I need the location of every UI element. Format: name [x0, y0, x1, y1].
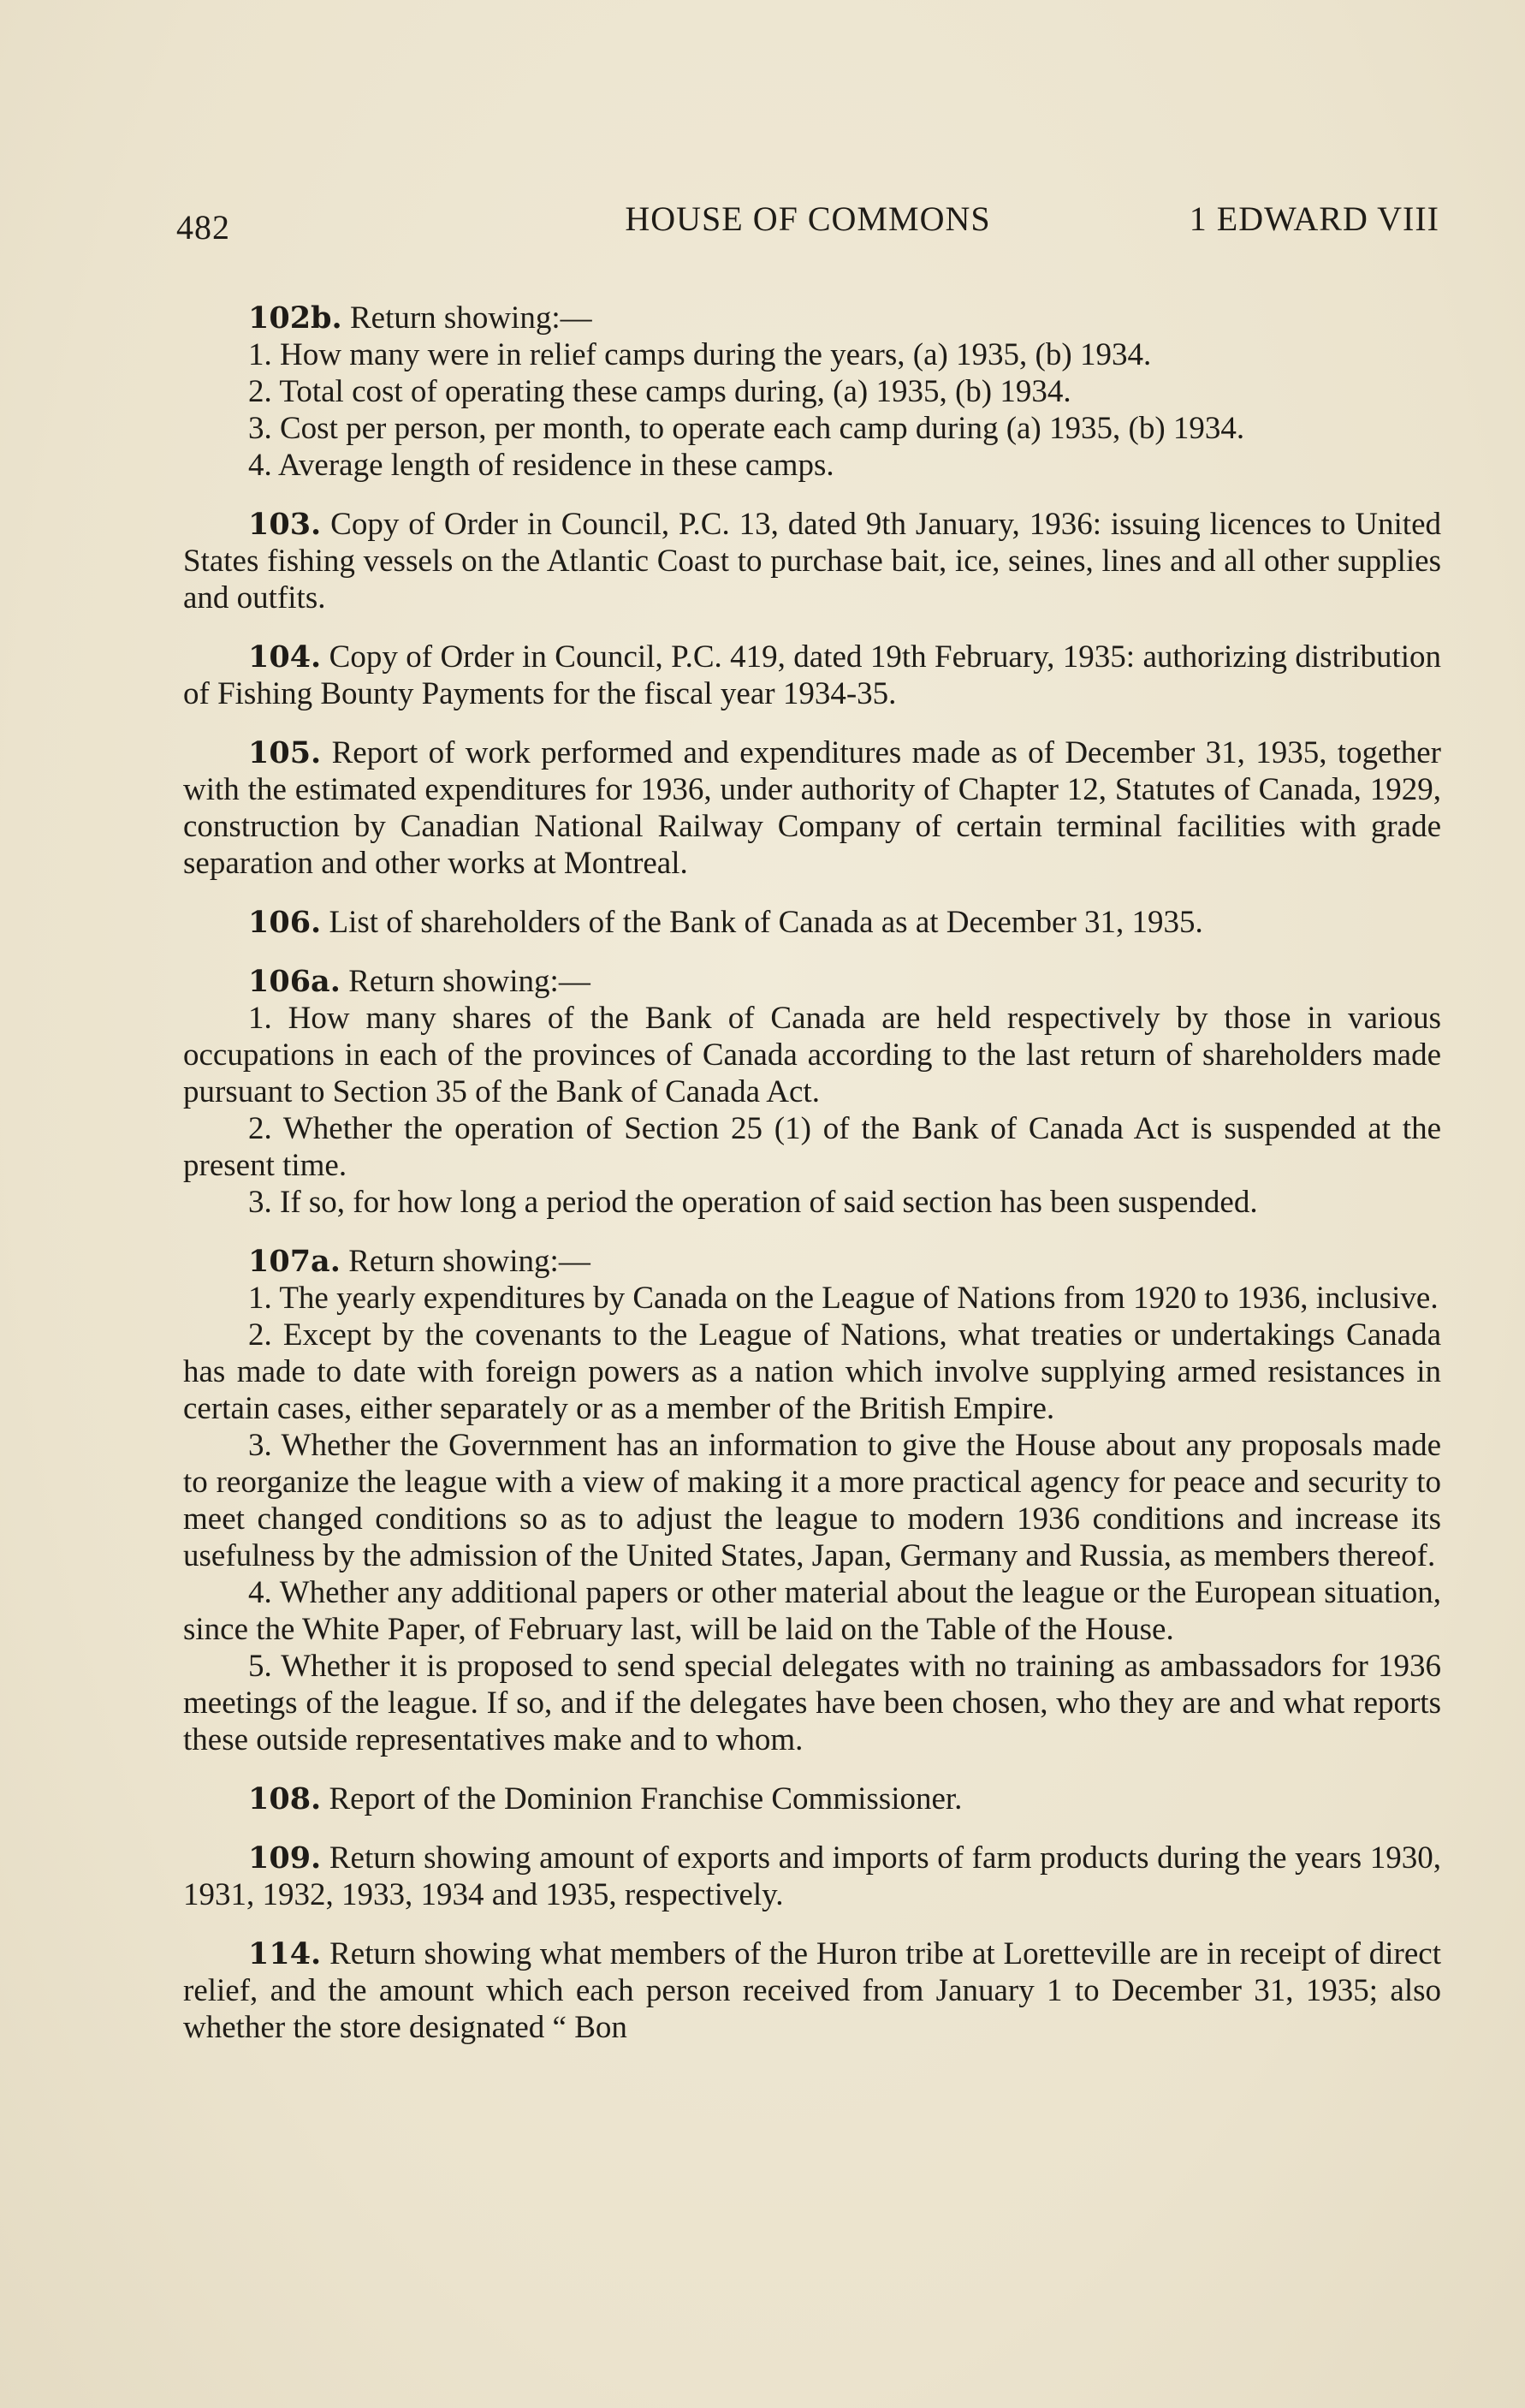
entry-item: 4. Average length of residence in these camps. [248, 448, 834, 483]
entry-number: 106a. [248, 964, 341, 999]
entry-105 [183, 734, 1441, 882]
entry-number: 102b. [248, 300, 342, 336]
page-header [176, 199, 1439, 250]
entry-number: 108. [248, 1781, 322, 1816]
page-title: HOUSE OF COMMONS [625, 199, 991, 238]
entry-text: List of shareholders of the Bank of Canada as at December 31, 1935. [329, 905, 1203, 940]
entry-text: Return showing:— [348, 1244, 590, 1279]
entry-text: Copy of Order in Council, P.C. 419, dated 19th February, 1935: authorizing distribution of Fishing Bounty Payments for the fiscal year 1934-35. [183, 639, 1442, 711]
entry-item: 5. Whether it is proposed to send special delegates with no training as ambassadors for 1936 meetings of the league. If so, and if the delegates have been chosen, who they are and what reports these outside representatives make and to whom. [183, 1649, 1441, 1757]
entry-103 [183, 506, 1441, 616]
page-number: 482 [176, 208, 230, 247]
entry-number: 109. [248, 1840, 322, 1876]
entry-number: 107a. [248, 1244, 341, 1279]
entry-item: 2. Total cost of operating these camps during, (a) 1935, (b) 1934. [248, 374, 1071, 409]
session-label: 1 EDWARD VIII [1189, 199, 1439, 238]
entry-item: 2. Whether the operation of Section 25 (1) of the Bank of Canada Act is suspended at the present time. [183, 1111, 1441, 1183]
entry-number: 103. [248, 507, 322, 542]
entry-item: 1. How many were in relief camps during the years, (a) 1935, (b) 1934. [248, 337, 1152, 372]
entry-number: 114. [248, 1936, 322, 1971]
entry-item: 3. If so, for how long a period the operation of said section has been suspended. [248, 1185, 1258, 1220]
entry-text: Return showing:— [348, 964, 590, 999]
entry-item: 1. How many shares of the Bank of Canada are held respectively by those in various occupations in each of the provinces of Canada according to the last return of shareholders made pursuant to Section 35 of the Bank of Canada Act. [183, 1001, 1441, 1109]
entry-text: Return showing:— [349, 300, 592, 336]
entry-text: Return showing amount of exports and imports of farm products during the years 1930, 1931, 1932, 1933, 1934 and 1935, respectively. [183, 1840, 1442, 1912]
entry-item: 2. Except by the covenants to the League of Nations, what treaties or undertakings Canada has made to date with foreign powers as a nation which involve supplying armed resistances in certain cases, either separately or as a member of the British Empire. [183, 1317, 1441, 1426]
entry-106 [183, 904, 1441, 941]
entries-list [183, 300, 1441, 2068]
entry-text: Copy of Order in Council, P.C. 13, dated 9th January, 1936: issuing licences to United States fishing vessels on the Atlantic Coast to purchase bait, ice, seines, lines and all other supplies and outfits. [183, 507, 1442, 615]
entry-number: 106. [248, 905, 322, 940]
entry-text: Report of work performed and expenditures made as of December 31, 1935, together with the estimated expenditures for 1936, under authority of Chapter 12, Statutes of Canada, 1929, construction by Canadian National Railway Company of certain terminal facilities with grade separation and other works at Montreal. [183, 735, 1441, 881]
entry-114 [183, 1935, 1441, 2046]
entry-item: 1. The yearly expenditures by Canada on the League of Nations from 1920 to 1936, inclusive. [248, 1281, 1439, 1316]
entry-item: 3. Cost per person, per month, to operate each camp during (a) 1935, (b) 1934. [248, 411, 1245, 446]
entry-108 [183, 1781, 1441, 1817]
entry-item: 4. Whether any additional papers or other material about the league or the European situation, since the White Paper, of February last, will be laid on the Table of the House. [183, 1575, 1441, 1647]
entry-text: Return showing what members of the Huron tribe at Loretteville are in receipt of direct relief, and the amount which each person received from January 1 to December 31, 1935; also whether the store designated “ Bon [183, 1936, 1442, 2045]
entry-102b [183, 300, 1441, 484]
entry-number: 105. [248, 735, 322, 770]
entry-109 [183, 1840, 1441, 1913]
entry-106a [183, 963, 1441, 1221]
entry-104 [183, 639, 1441, 712]
entry-number: 104. [248, 639, 322, 675]
entry-text: Report of the Dominion Franchise Commissioner. [329, 1781, 963, 1816]
entry-item: 3. Whether the Government has an information to give the House about any proposals made to reorganize the league with a view of making it a more practical agency for peace and security to meet changed conditions so as to adjust the league to modern 1936 conditions and increase its usefulness by the admission of the United States, Japan, Germany and Russia, as members thereof. [183, 1428, 1441, 1573]
entry-107a [183, 1243, 1441, 1758]
